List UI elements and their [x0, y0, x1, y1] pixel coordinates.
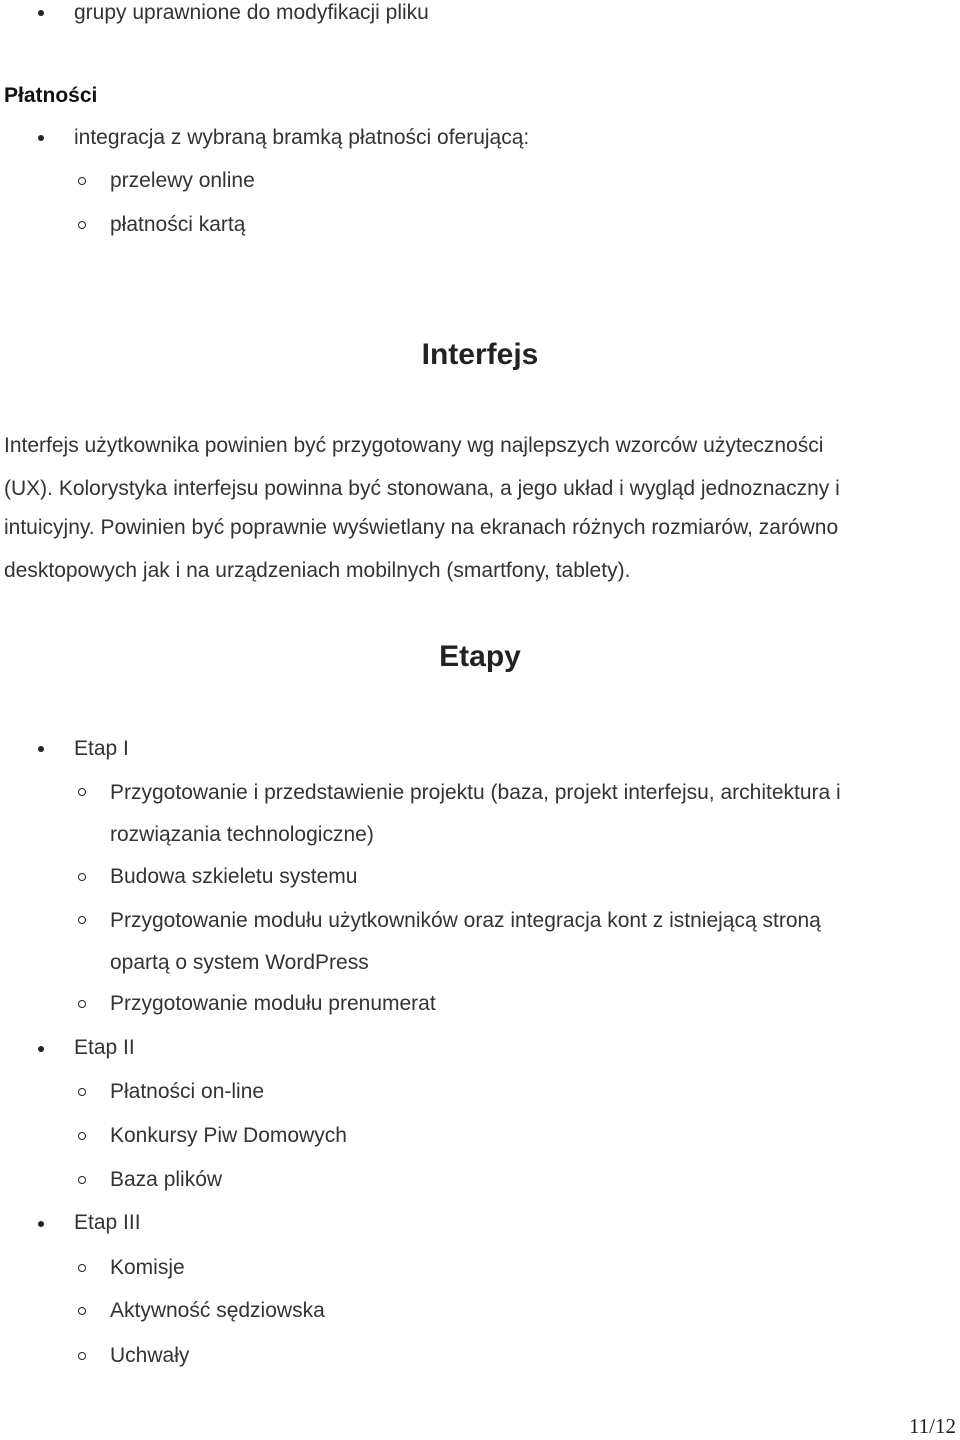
bullet-circle	[78, 788, 86, 796]
bullet-circle	[78, 1176, 86, 1184]
paragraph-line: (UX). Kolorystyka interfejsu powinna być stonowana, a jego układ i wygląd jednoznaczny i	[4, 477, 840, 500]
list-subitem: Budowa szkieletu systemu	[110, 865, 358, 888]
list-subitem: Aktywność sędziowska	[110, 1299, 325, 1322]
bullet-circle	[78, 1088, 86, 1096]
bullet-dot	[38, 746, 44, 752]
list-subitem: płatności kartą	[110, 213, 246, 236]
paragraph-line: intuicyjny. Powinien być poprawnie wyświetlany na ekranach różnych rozmiarów, zarówno	[4, 516, 839, 539]
paragraph-line: Interfejs użytkownika powinien być przygotowany wg najlepszych wzorców użyteczności	[4, 434, 824, 457]
heading-etapy: Etapy	[439, 640, 521, 673]
stage-label: Etap II	[74, 1036, 135, 1059]
bullet-circle	[78, 1264, 86, 1272]
bullet-circle	[78, 1307, 86, 1315]
bullet-circle	[78, 1352, 86, 1360]
list-subitem: Przygotowanie modułu prenumerat	[110, 992, 436, 1015]
page-number: 11/12	[908, 1414, 956, 1438]
list-subitem: przelewy online	[110, 169, 255, 192]
list-subitem: Uchwały	[110, 1344, 190, 1367]
list-item: integracja z wybraną bramką płatności oferującą:	[74, 126, 530, 149]
bullet-dot	[38, 10, 44, 16]
stage-label: Etap I	[74, 737, 129, 760]
list-subitem: Przygotowanie i przedstawienie projektu (baza, projekt interfejsu, architektura i	[110, 781, 841, 804]
list-subitem: Przygotowanie modułu użytkowników oraz integracja kont z istniejącą stroną	[110, 909, 821, 932]
list-subitem: Baza plików	[110, 1168, 223, 1191]
bullet-circle	[78, 1132, 86, 1140]
bullet-circle	[78, 1000, 86, 1008]
bullet-circle	[78, 177, 86, 185]
list-subitem: Płatności on-line	[110, 1080, 265, 1103]
bullet-circle	[78, 221, 86, 229]
bullet-dot	[38, 1046, 44, 1052]
paragraph-line: desktopowych jak i na urządzeniach mobilnych (smartfony, tablety).	[4, 559, 631, 582]
bullet-dot	[38, 135, 44, 141]
list-subitem-continued: rozwiązania technologiczne)	[110, 823, 374, 846]
list-subitem: Komisje	[110, 1256, 185, 1279]
list-subitem: Konkursy Piw Domowych	[110, 1124, 347, 1147]
bullet-circle	[78, 873, 86, 881]
list-item: grupy uprawnione do modyfikacji pliku	[74, 1, 429, 24]
bullet-circle	[78, 916, 86, 924]
heading-interfejs: Interfejs	[421, 338, 539, 371]
stage-label: Etap III	[74, 1211, 141, 1234]
section-label-payments: Płatności	[4, 84, 98, 107]
bullet-dot	[38, 1221, 44, 1227]
list-subitem-continued: opartą o system WordPress	[110, 951, 369, 974]
